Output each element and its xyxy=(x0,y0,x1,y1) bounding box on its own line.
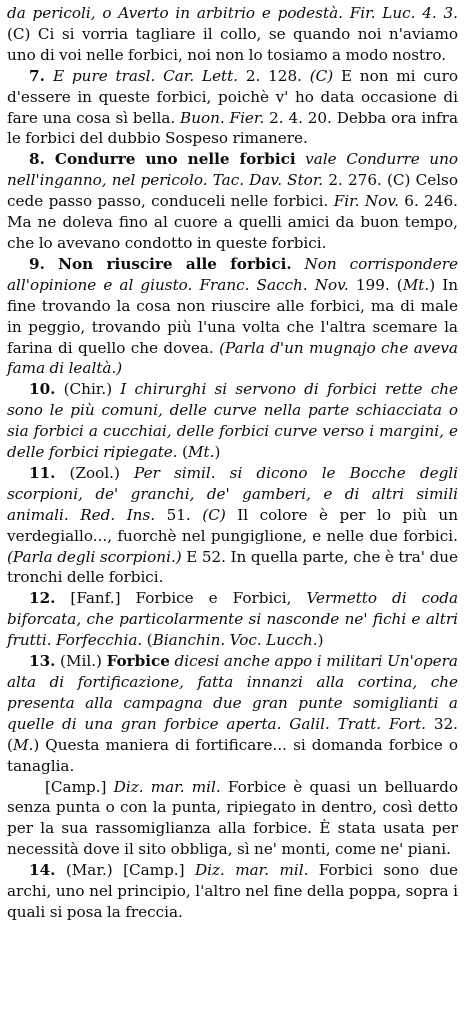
text-segment: [Camp.] xyxy=(45,777,114,796)
text-segment: ) xyxy=(214,443,221,462)
text-segment: 13. xyxy=(29,652,56,671)
entry-continuation xyxy=(7,3,458,66)
text-segment: M. xyxy=(12,735,34,754)
entry-14 xyxy=(7,860,458,923)
text-segment: Bianchin. Voc. Lucch. xyxy=(152,631,318,650)
text-segment: [Fanf.] Forbice e Forbici, xyxy=(55,589,307,608)
text-segment: 12. xyxy=(29,589,56,608)
text-segment: I chirurghi si servono di forbici rette che sono le più comuni, delle curve nella parte schiacciata o sia forbici a cucchiai, delle forbici curve verso i margini, e delle forbici ripiegate. xyxy=(7,380,458,462)
text-segment: dicesi anche appo i militari Un'opera alta di fortificazione, fatta innanzi alla cortina, che presenta alla campagna due gran punte somiglianti a quelle di una gran forbice aperta. Galil. Tratt. Fort. xyxy=(7,652,458,733)
text-segment: 9. Non riuscire alle forbici. xyxy=(29,254,292,273)
text-segment: 7. xyxy=(29,66,54,85)
text-segment: 2. 4. 20. Debba ora infra le forbici del dubbio Sospeso rimanere. xyxy=(7,108,458,148)
text-segment: ( xyxy=(142,631,153,650)
text-segment: 6. 246. Ma ne doleva fino al cuore a quelli amici da buon tempo, che lo avevano condotto in queste forbici. xyxy=(7,192,458,252)
text-segment: Non corrispondere all'opinione e al giusto. Franc. Sacch. Nov. xyxy=(7,254,459,294)
text-segment: 32. ( xyxy=(7,714,458,754)
text-segment: da pericoli, o Averto in arbitrio e podestà. Fir. Luc. 4. 3. xyxy=(7,4,458,22)
entry-12 xyxy=(7,588,458,651)
text-segment: ) Questa maniera di fortificare... si domanda forbice o tanaglia. xyxy=(7,735,458,775)
text-segment: Buon. Fier. xyxy=(180,108,265,127)
text-segment: E 52. In quella parte, che è tra' due tronchi delle forbici. xyxy=(7,547,458,587)
text-segment: (Mar.) [Camp.] xyxy=(55,861,195,880)
text-segment: Forbici sono due archi, uno nel principio, l'altro nel fine della poppa, sopra i quali si posa la freccia. xyxy=(7,861,458,921)
text-segment: 199. ( xyxy=(348,275,403,294)
text-segment: Fir. Nov. xyxy=(333,192,399,211)
text-segment: 2. 276. (C) Celso cede passo passo, conduceli nelle forbici. xyxy=(7,171,458,211)
text-segment: (C) Ci si vorria tagliare il collo, se quando noi n'aviamo uno di voi nelle forbici, noi non lo tosiamo a modo nostro. xyxy=(7,24,458,64)
text-segment: ) In fine trovando la cosa non riuscire alle forbici, ma di male in peggio, trovando più l'una volta che l'altra scemare la farina di quello che dovea. xyxy=(7,275,458,357)
text-segment: Forbice è quasi un belluardo senza punta o con la punta, ripiegato in dentro, così detto per la sua rassomiglianza alla forbice. È stata usata per necessità dove il sito obbliga, sì ne' monti, come ne' piani. xyxy=(7,777,459,859)
entry-11 xyxy=(7,463,458,588)
text-segment: (Mil.) xyxy=(55,652,107,671)
entry-13-camp xyxy=(7,777,458,861)
text-segment: (Zool.) xyxy=(55,463,135,482)
text-segment: 2. 128. xyxy=(238,66,310,85)
text-segment: 14. xyxy=(29,861,56,880)
text-segment: ( xyxy=(177,443,188,462)
text-segment: Diz. mar. mil. xyxy=(113,777,221,796)
text-segment: ) xyxy=(317,631,324,650)
entry-9 xyxy=(7,254,458,379)
text-segment: E non mi curo d'essere in queste forbici, poichè v' ho data occasione di fare una cosa sì bella. xyxy=(7,66,458,127)
text-segment: Il colore è per lo più un verdegiallo..., fuorchè nel pungiglione, e nelle due forbici. xyxy=(7,505,458,545)
text-segment: 11. xyxy=(29,463,56,482)
entry-13 xyxy=(7,651,458,776)
text-segment: (Parla d'un mugnajo che aveva fama di lealtà.) xyxy=(7,338,458,378)
entry-7 xyxy=(7,66,458,150)
text-segment: (C) xyxy=(309,66,334,85)
text-segment: (Parla degli scorpioni.) xyxy=(7,547,182,566)
text-segment: 8. Condurre uno nelle forbici xyxy=(29,150,296,169)
text-segment: Mt. xyxy=(187,443,215,462)
text-segment: vale Condurre uno nell'inganno, nel pericolo. Tac. Dav. Stor. xyxy=(7,150,459,190)
entry-10 xyxy=(7,379,458,463)
text-segment: Per simil. si dicono le Bocche degli scorpioni, de' granchi, de' gamberi, e di altri simili animali. Red. Ins. xyxy=(7,463,458,524)
text-segment: (C) xyxy=(202,505,226,524)
text-segment: Mt. xyxy=(402,275,430,294)
text-segment: E pure trasl. Car. Lett. xyxy=(53,66,239,85)
text-segment: Forbice xyxy=(106,652,170,671)
entry-8 xyxy=(7,149,458,254)
text-segment: Diz. mar. mil. xyxy=(194,861,309,880)
text-segment: 51. xyxy=(155,505,203,524)
text-segment: Vermetto di coda biforcata, che particolarmente si nasconde ne' fichi e altri frutti. Forfecchia. xyxy=(7,589,459,650)
text-segment: 10. xyxy=(29,380,56,399)
text-segment: (Chir.) xyxy=(55,380,121,399)
